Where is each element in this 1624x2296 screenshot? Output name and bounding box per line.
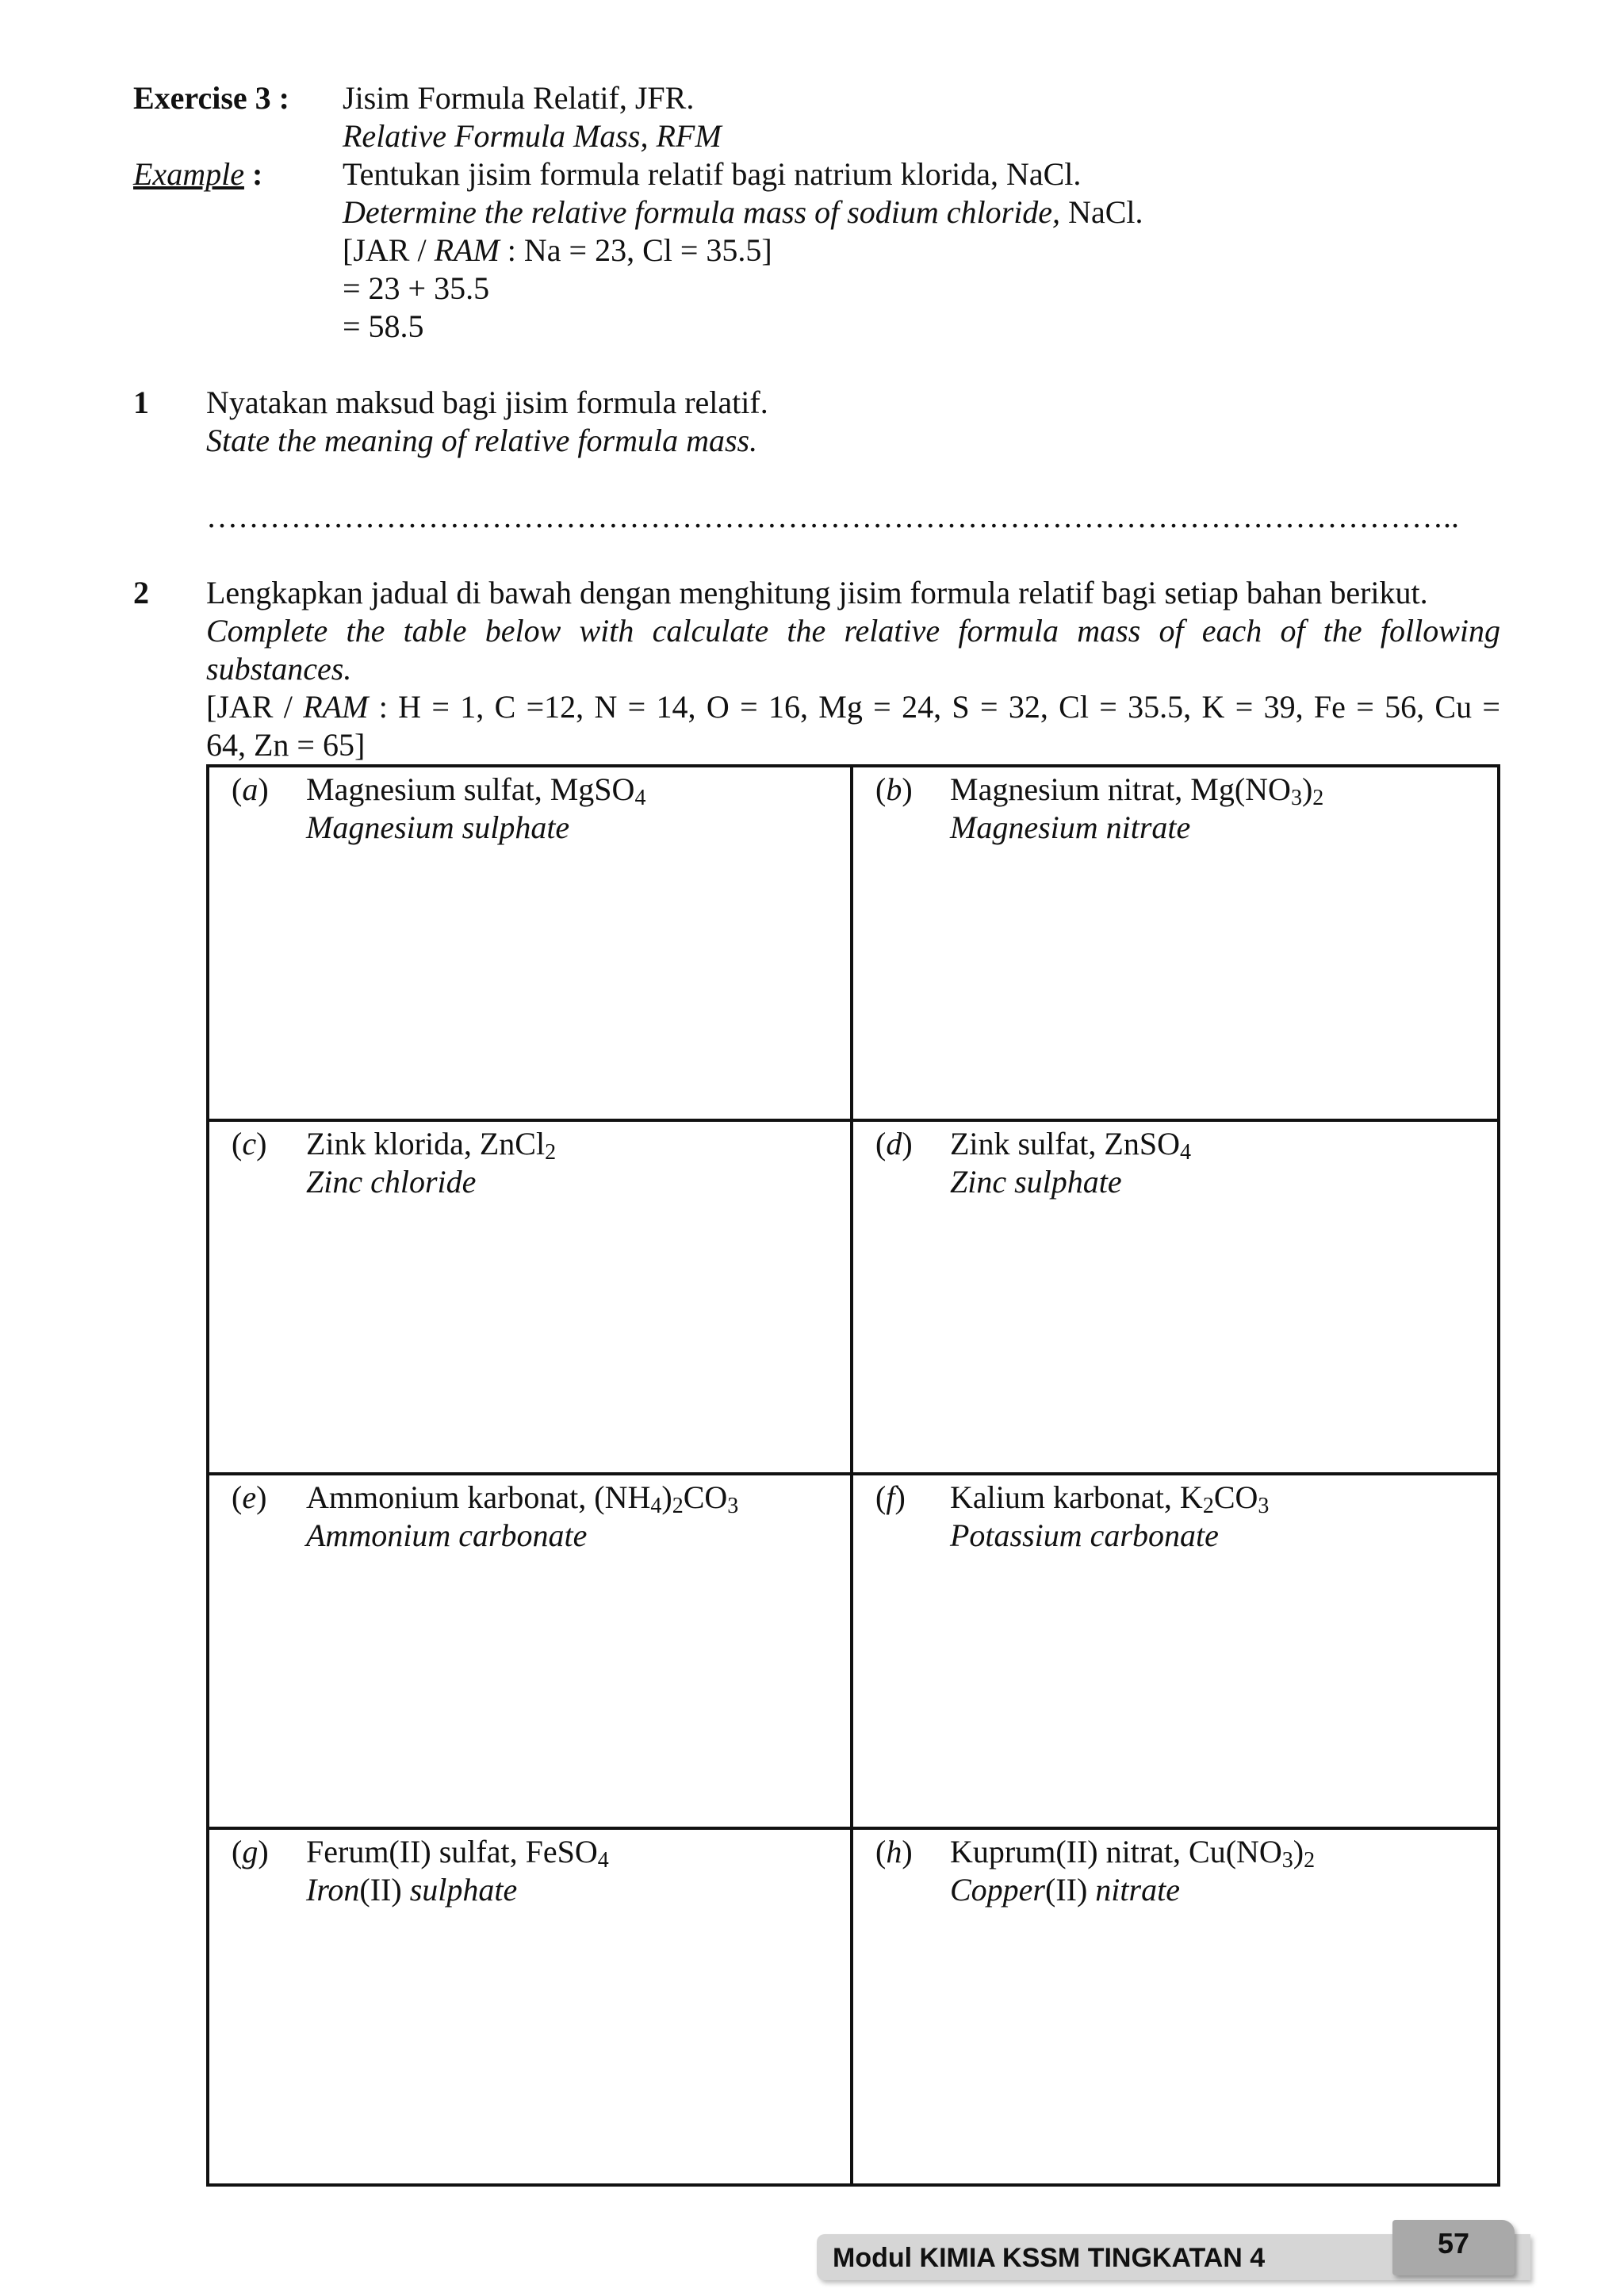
cell-b-name-en: Magnesium nitrate: [950, 809, 1191, 845]
cell-a-name-ms: Magnesium sulfat, MgSO$_4$: [306, 771, 646, 810]
exercise-title-ms: Jisim Formula Relatif, JFR.: [343, 80, 695, 116]
question-2-ram-abbr: RAM: [303, 689, 369, 725]
cell-c-text: [306, 1125, 556, 1201]
question-2-ram-line-2: 64, Zn = 65]: [206, 727, 366, 763]
example-ram-abbr: RAM: [434, 232, 500, 268]
cell-h-text: [950, 1833, 1315, 1909]
table-cell-g[interactable]: [209, 1830, 853, 2184]
table-cell-h[interactable]: [853, 1830, 1497, 2184]
cell-g-letter: g: [242, 1833, 259, 1869]
cell-c-name-en: Zinc chloride: [306, 1163, 477, 1200]
example-line-2-formula: NaCl.: [1060, 194, 1143, 230]
cell-b-letter: b: [886, 771, 902, 807]
exercise-label: Exercise 3 :: [133, 80, 289, 116]
cell-h-letter: h: [886, 1833, 902, 1869]
example-line-2: [343, 193, 1143, 232]
cell-d-text: [950, 1125, 1191, 1201]
question-2-ram-values: : H = 1, C =12, N = 14, O = 16, Mg = 24, S = 32, Cl = 35.5, K = 39, Fe = 56, Cu =: [368, 689, 1500, 725]
cell-e-name-ms: Ammonium karbonat, $(NH_4)_2CO_3$: [306, 1479, 739, 1518]
table-cell-e[interactable]: [209, 1475, 853, 1830]
cell-e-text: [306, 1479, 738, 1555]
cell-g-text: [306, 1833, 609, 1909]
cell-b-label: (b): [875, 771, 913, 807]
cell-f-text: [950, 1479, 1269, 1555]
question-1-text-ms: Nyatakan maksud bagi jisim formula relatif.: [206, 385, 768, 420]
question-2-text-ms: Lengkapkan jadual di bawah dengan menghitung jisim formula relatif bagi setiap bahan berikut.: [206, 575, 1428, 610]
cell-c-label: (c): [232, 1125, 267, 1161]
cell-e-label: (e): [232, 1479, 267, 1515]
exercise-title-en: Relative Formula Mass, RFM: [343, 118, 722, 154]
cell-h-name-en: Copper(II) nitrate: [950, 1871, 1180, 1908]
question-2-text-en-2: substances.: [206, 651, 352, 687]
table-cell-d[interactable]: [853, 1122, 1497, 1476]
question-2-ram: [206, 688, 1500, 726]
example-label-text: Example: [133, 156, 244, 192]
cell-c-letter: c: [242, 1125, 257, 1161]
cell-d-letter: d: [886, 1125, 902, 1161]
table-cell-a[interactable]: [209, 767, 853, 1122]
page-number: 57: [1437, 2227, 1470, 2260]
table-cell-c[interactable]: [209, 1122, 853, 1476]
question-1-answer-line[interactable]: ………………………………………………………………………………………………………..: [206, 499, 1459, 534]
cell-b-text: [950, 771, 1323, 847]
example-colon: :: [251, 156, 263, 192]
cell-f-name-ms: Kalium karbonat, $K_2CO_3$: [950, 1479, 1270, 1518]
example-line-3: [343, 232, 772, 270]
cell-e-letter: e: [242, 1479, 257, 1515]
table-cell-b[interactable]: [853, 767, 1497, 1122]
cell-f-label: (f): [875, 1479, 906, 1515]
example-ram-values: : Na = 23, Cl = 35.5]: [499, 232, 772, 268]
example-label: [133, 155, 262, 193]
footer-module-title: Modul KIMIA KSSM TINGKATAN 4: [833, 2243, 1266, 2273]
cell-b-name-ms: Magnesium nitrat, $Mg(NO_3)_2$: [950, 771, 1324, 810]
question-2-ram-pre: [JAR /: [206, 689, 304, 725]
cell-g-name-ms: Ferum(II) sulfat, FeSO$_4$: [306, 1833, 609, 1873]
cell-d-name-en: Zinc sulphate: [950, 1163, 1122, 1200]
answer-table: [206, 764, 1500, 2187]
question-2-text-en-1: Complete the table below with calculate the relative formula mass of each of the following: [206, 613, 1500, 649]
cell-g-label: (g): [232, 1833, 269, 1869]
cell-a-name-en: Magnesium sulphate: [306, 809, 570, 845]
table-cell-f[interactable]: [853, 1475, 1497, 1830]
question-1-text-en: State the meaning of relative formula mass.: [206, 423, 758, 458]
cell-f-name-en: Potassium carbonate: [950, 1517, 1219, 1553]
example-ram-pre: [JAR /: [343, 232, 435, 268]
cell-d-label: (d): [875, 1125, 913, 1161]
cell-c-name-ms: Zink klorida, ZnCl$_2$: [306, 1125, 557, 1165]
cell-a-letter: a: [242, 771, 259, 807]
question-1-number: 1: [133, 385, 149, 420]
cell-a-label: (a): [232, 771, 269, 807]
cell-d-name-ms: Zink sulfat, ZnSO$_4$: [950, 1125, 1191, 1165]
example-line-5: = 58.5: [343, 308, 424, 344]
example-line-2-text: Determine the relative formula mass of sodium chloride,: [343, 194, 1061, 230]
cell-f-letter: f: [886, 1479, 895, 1515]
example-line-4: = 23 + 35.5: [343, 270, 490, 306]
cell-a-text: [306, 771, 645, 847]
cell-e-name-en: Ammonium carbonate: [306, 1517, 588, 1553]
cell-h-name-ms: Kuprum(II) nitrat, $Cu(NO_3)_2$: [950, 1833, 1316, 1873]
example-line-1: Tentukan jisim formula relatif bagi natrium klorida, NaCl.: [343, 156, 1082, 192]
cell-g-name-en: Iron(II) sulphate: [306, 1871, 518, 1908]
cell-h-label: (h): [875, 1833, 913, 1869]
question-2-number: 2: [133, 575, 149, 610]
